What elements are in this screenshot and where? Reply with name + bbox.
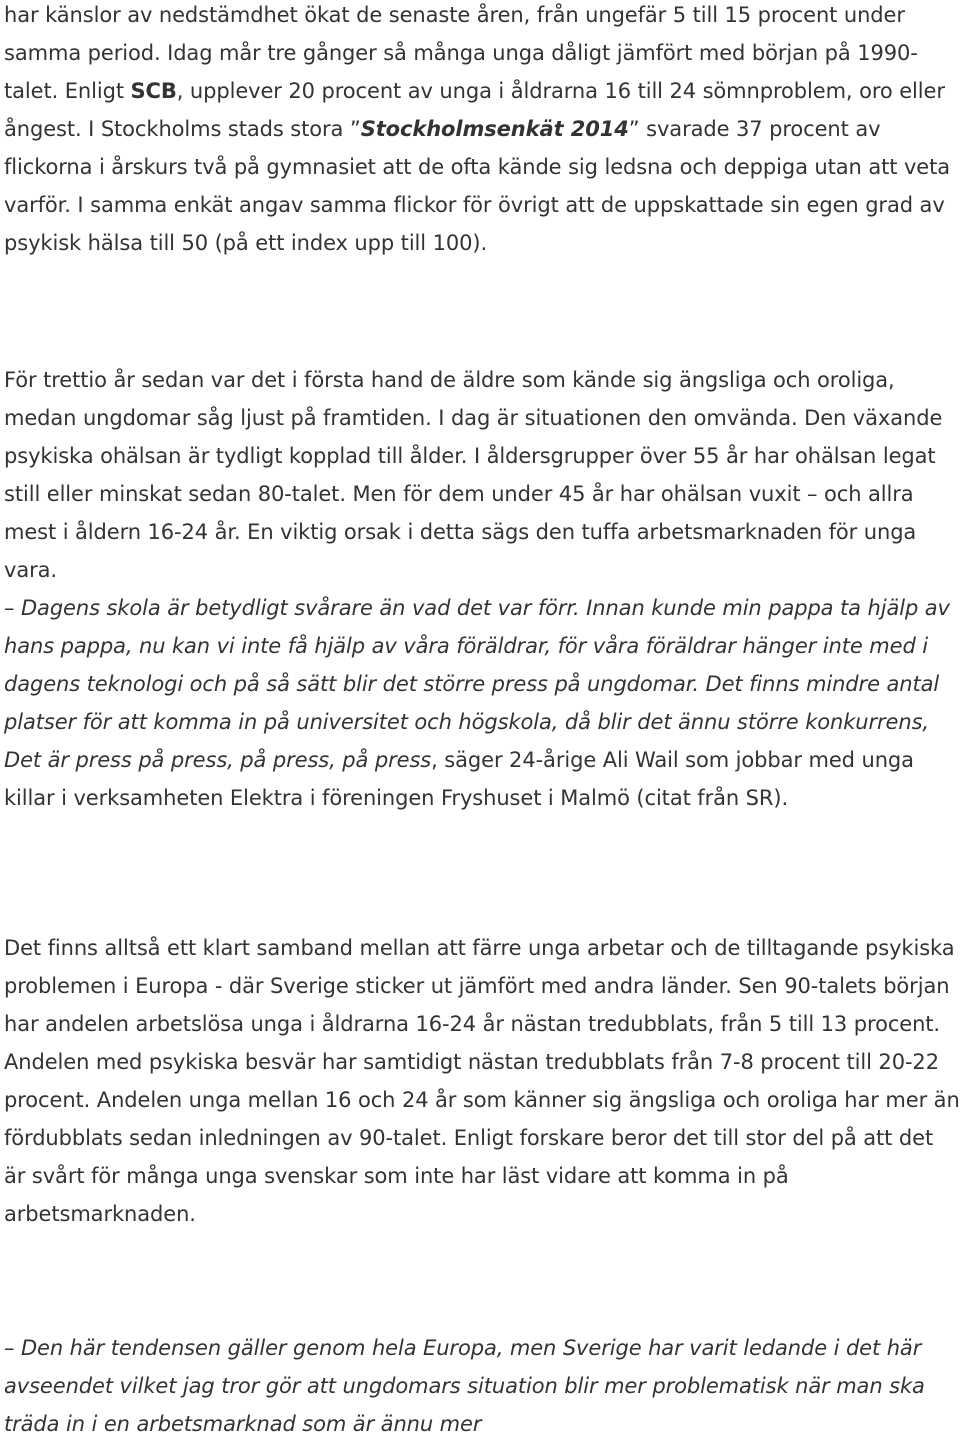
text-run: – Den här tendensen gäller genom hela Europa, men Sverige har varit ledande i det här avseendet vilket jag tror gör att ungdomars situation blir mer problematisk när man ska träda in i en arbetsmarknad som är ännu mer: [4, 1336, 925, 1436]
text-run: , upplever 20 procent av unga i åldrarna 16 till 24 sömnproblem, oro eller ångest. I Stockholms stads stora ”: [4, 79, 945, 141]
text-run: Stockholmsenkät 2014: [360, 117, 629, 141]
text-run: ” svarade 37 procent av flickorna i årskurs två på gymnasiet att de ofta kände sig ledsna och deppiga utan att veta varför. I samma enkät angav samma flickor för övrigt att de uppskattade sin egen grad av psykisk hälsa till 50 (på ett index upp till 100).: [4, 117, 950, 255]
text-run: Det finns alltså ett klart samband mellan att färre unga arbetar och de tilltagande psykiska problemen i Europa - där Sverige sticker ut jämfört med andra länder. Sen 90-talets början har andelen arbetslösa unga i åldrarna 16-24 år nästan tredubblats, från 5 till 13 procent. Andelen med psykiska besvär har samtidigt nästan tredubblats från 7-8 procent till 20-22 procent. Andelen unga mellan 16 och 24 år som känner sig ängsliga och oroliga har mer än fördubblats sedan inledningen av 90-talet. Enligt forskare beror det till stor del på att det är svårt för många unga svenskar som inte har läst vidare att komma in på arbetsmarknaden.: [4, 936, 960, 1226]
text-run: – Dagens skola är betydligt svårare än vad det var förr. Innan kunde min pappa ta hjälp av hans pappa, nu kan vi inte få hjälp av våra föräldrar, för våra föräldrar hänger inte med i dagens teknologi och på så sätt blir det större press på ungdomar. Det finns mindre antal platser för att komma in på universitet och högskola, då blir det ännu större konkurrens, Det är press på press, på press, på press: [4, 596, 950, 772]
text-run: har känslor av nedstämdhet ökat de senaste åren, från ungefär 5 till 15 procent under samma period. Idag mår tre gånger så många unga dåligt jämfört med början på 1990-talet. Enligt: [4, 3, 918, 103]
paragraph-youth-mental-health-stats: [4, 0, 956, 262]
paragraph-unemployment-link: [4, 929, 960, 1233]
text-run: SCB: [130, 79, 177, 103]
paragraph-age-shift-and-quote: [4, 361, 956, 817]
text-run: För trettio år sedan var det i första hand de äldre som kände sig ängsliga och oroliga, medan ungdomar såg ljust på framtiden. I dag är situationen den omvända. Den växande psykiska ohälsan är tydligt kopplad till ålder. I åldersgrupper över 55 år har ohälsan legat still eller minskat sedan 80-talet. Men för dem under 45 år har ohälsan vuxit – och allra mest i åldern 16-24 år. En viktig orsak i detta sägs den tuffa arbetsmarknaden för unga vara.: [4, 368, 943, 582]
paragraph-europe-quote: [4, 1329, 956, 1443]
text-run: , säger 24-årige Ali Wail som jobbar med unga killar i verksamheten Elektra i föreningen Fryshuset i Malmö (citat från SR).: [4, 748, 914, 810]
